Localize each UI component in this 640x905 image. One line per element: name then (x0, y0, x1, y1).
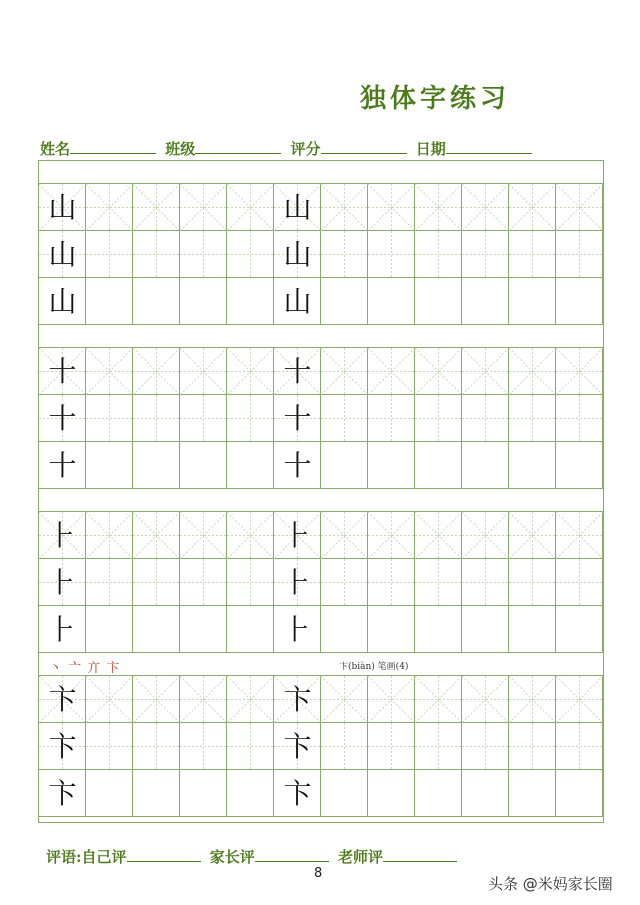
model-character: 十 (48, 449, 77, 482)
model-character-cell (39, 278, 86, 325)
practice-cell[interactable] (321, 606, 368, 653)
section-header-band (39, 653, 603, 676)
practice-row (39, 231, 603, 278)
guide-lines (86, 676, 133, 723)
practice-cell[interactable] (86, 606, 133, 653)
guide-lines (180, 348, 227, 395)
practice-cell[interactable] (368, 723, 415, 770)
guide-lines (509, 231, 556, 278)
watermark: 头条 @米妈家长圈 (488, 875, 613, 893)
practice-cell[interactable] (509, 770, 556, 817)
practice-cell[interactable] (86, 559, 133, 606)
practice-cell[interactable] (133, 723, 180, 770)
practice-cell[interactable] (180, 512, 227, 559)
guide-lines (133, 676, 180, 723)
practice-row (39, 184, 603, 231)
practice-cell[interactable] (180, 442, 227, 489)
practice-cell[interactable] (180, 278, 227, 325)
guide-lines (368, 231, 415, 278)
guide-lines (321, 512, 368, 559)
parent-evaluation-label: 家长评 (209, 848, 255, 866)
practice-cell[interactable] (462, 606, 509, 653)
practice-cell[interactable] (462, 442, 509, 489)
guide-lines (227, 723, 274, 770)
evaluation-row (46, 846, 606, 867)
practice-cell[interactable] (509, 512, 556, 559)
practice-cell[interactable] (133, 348, 180, 395)
model-character-cell (39, 442, 86, 489)
practice-cell[interactable] (86, 278, 133, 325)
guide-lines (462, 559, 509, 606)
practice-cell[interactable] (180, 723, 227, 770)
practice-cell[interactable] (133, 559, 180, 606)
guide-lines (321, 723, 368, 770)
practice-cell[interactable] (509, 606, 556, 653)
model-character-cell (39, 770, 86, 817)
practice-row (39, 559, 603, 606)
practice-cell[interactable] (556, 770, 603, 817)
section-header-band (39, 325, 603, 348)
teacher-evaluation-label: 老师评 (338, 848, 384, 866)
guide-lines (180, 723, 227, 770)
practice-cell[interactable] (227, 723, 274, 770)
practice-cell[interactable] (368, 278, 415, 325)
practice-cell[interactable] (509, 723, 556, 770)
model-character: 卞 (48, 683, 77, 716)
guide-lines (133, 231, 180, 278)
practice-cell[interactable] (556, 184, 603, 231)
model-character-cell (39, 512, 86, 559)
practice-cell[interactable] (133, 442, 180, 489)
practice-cell[interactable] (180, 559, 227, 606)
guide-lines (509, 512, 556, 559)
model-character: 十 (283, 402, 312, 435)
model-character: 卞 (48, 777, 77, 810)
guide-lines (415, 395, 462, 442)
practice-cell[interactable] (180, 231, 227, 278)
guide-lines (556, 559, 603, 606)
guide-lines (321, 348, 368, 395)
model-character: ⺊ (48, 613, 77, 646)
guide-lines (321, 676, 368, 723)
practice-cell[interactable] (227, 278, 274, 325)
stroke-order-sequence: 丶 亠 亣 卞 (49, 661, 121, 676)
guide-lines (86, 231, 133, 278)
practice-cell[interactable] (86, 442, 133, 489)
practice-cell[interactable] (180, 184, 227, 231)
self-evaluation-label: 评语:自己评 (46, 848, 127, 866)
guide-lines (556, 231, 603, 278)
practice-row (39, 278, 603, 325)
practice-cell[interactable] (415, 770, 462, 817)
practice-cell[interactable] (509, 348, 556, 395)
practice-cell[interactable] (556, 512, 603, 559)
practice-cell[interactable] (462, 559, 509, 606)
model-character-cell (39, 606, 86, 653)
practice-cell[interactable] (180, 606, 227, 653)
practice-cell[interactable] (133, 512, 180, 559)
practice-cell[interactable] (462, 512, 509, 559)
guide-lines (509, 676, 556, 723)
date-field[interactable] (446, 140, 532, 154)
guide-lines (415, 676, 462, 723)
model-character-cell (39, 395, 86, 442)
guide-lines (321, 559, 368, 606)
guide-lines (368, 184, 415, 231)
model-character-cell (39, 348, 86, 395)
model-character-cell (274, 770, 321, 817)
practice-cell[interactable] (321, 278, 368, 325)
practice-grid (38, 160, 604, 823)
practice-cell[interactable] (227, 231, 274, 278)
model-character-cell (274, 395, 321, 442)
practice-cell[interactable] (368, 559, 415, 606)
parent-evaluation-field[interactable] (255, 848, 329, 862)
guide-lines (556, 512, 603, 559)
guide-lines (180, 559, 227, 606)
practice-cell[interactable] (509, 184, 556, 231)
guide-lines (86, 184, 133, 231)
practice-cell[interactable] (86, 512, 133, 559)
practice-cell[interactable] (368, 606, 415, 653)
name-label: 姓名 (40, 140, 71, 158)
practice-cell[interactable] (321, 184, 368, 231)
guide-lines (368, 512, 415, 559)
model-character-cell (274, 442, 321, 489)
practice-cell[interactable] (180, 348, 227, 395)
practice-cell[interactable] (368, 348, 415, 395)
practice-cell[interactable] (368, 184, 415, 231)
practice-cell[interactable] (415, 442, 462, 489)
practice-cell[interactable] (462, 770, 509, 817)
practice-row (39, 723, 603, 770)
guide-lines (86, 559, 133, 606)
model-character: ⺊ (283, 566, 312, 599)
practice-cell[interactable] (368, 770, 415, 817)
practice-cell[interactable] (368, 395, 415, 442)
guide-lines (368, 395, 415, 442)
guide-lines (415, 231, 462, 278)
guide-lines (180, 395, 227, 442)
practice-cell[interactable] (462, 278, 509, 325)
model-character: ⺊ (283, 613, 312, 646)
practice-cell[interactable] (321, 723, 368, 770)
practice-cell[interactable] (509, 442, 556, 489)
section-header-band (39, 161, 603, 184)
model-character: ⺊ (283, 519, 312, 552)
practice-row (39, 395, 603, 442)
guide-lines (133, 184, 180, 231)
practice-cell[interactable] (368, 231, 415, 278)
practice-cell[interactable] (86, 395, 133, 442)
practice-cell[interactable] (415, 231, 462, 278)
practice-cell[interactable] (415, 278, 462, 325)
model-character-cell (39, 231, 86, 278)
model-character: 山 (283, 285, 312, 318)
guide-lines (509, 348, 556, 395)
guide-lines (415, 348, 462, 395)
guide-lines (556, 348, 603, 395)
model-character-cell (274, 676, 321, 723)
guide-lines (180, 231, 227, 278)
practice-cell[interactable] (556, 278, 603, 325)
practice-cell[interactable] (556, 348, 603, 395)
practice-cell[interactable] (227, 676, 274, 723)
guide-lines (133, 559, 180, 606)
guide-lines (509, 559, 556, 606)
practice-cell[interactable] (321, 348, 368, 395)
guide-lines (509, 395, 556, 442)
practice-cell[interactable] (321, 395, 368, 442)
guide-lines (227, 512, 274, 559)
guide-lines (180, 512, 227, 559)
practice-cell[interactable] (133, 770, 180, 817)
practice-cell[interactable] (321, 676, 368, 723)
model-character: 卞 (283, 730, 312, 763)
practice-cell[interactable] (415, 512, 462, 559)
practice-cell[interactable] (556, 559, 603, 606)
practice-cell[interactable] (227, 559, 274, 606)
practice-row (39, 442, 603, 489)
practice-cell[interactable] (133, 395, 180, 442)
practice-cell[interactable] (368, 512, 415, 559)
practice-cell[interactable] (556, 442, 603, 489)
guide-lines (462, 184, 509, 231)
practice-cell[interactable] (368, 442, 415, 489)
model-character: 山 (48, 191, 77, 224)
model-character: 山 (48, 285, 77, 318)
model-character-cell (274, 723, 321, 770)
guide-lines (180, 676, 227, 723)
practice-row (39, 512, 603, 559)
date-label: 日期 (415, 140, 446, 158)
model-character-cell (39, 723, 86, 770)
guide-lines (86, 348, 133, 395)
guide-lines (133, 395, 180, 442)
practice-cell[interactable] (133, 278, 180, 325)
class-field[interactable] (195, 140, 281, 154)
practice-cell[interactable] (462, 395, 509, 442)
model-character: 卞 (283, 777, 312, 810)
guide-lines (462, 395, 509, 442)
guide-lines (227, 231, 274, 278)
guide-lines (415, 512, 462, 559)
practice-cell[interactable] (227, 512, 274, 559)
model-character-cell (39, 676, 86, 723)
practice-cell[interactable] (509, 395, 556, 442)
guide-lines (462, 676, 509, 723)
section-header-band (39, 489, 603, 512)
guide-lines (227, 395, 274, 442)
guide-lines (180, 184, 227, 231)
practice-cell[interactable] (556, 676, 603, 723)
practice-cell[interactable] (415, 348, 462, 395)
guide-lines (462, 723, 509, 770)
model-character-cell (274, 184, 321, 231)
practice-cell[interactable] (415, 723, 462, 770)
practice-cell[interactable] (556, 231, 603, 278)
guide-lines (86, 395, 133, 442)
practice-cell[interactable] (86, 184, 133, 231)
model-character: 卞 (48, 730, 77, 763)
guide-lines (509, 723, 556, 770)
teacher-evaluation-field[interactable] (383, 848, 457, 862)
practice-cell[interactable] (509, 278, 556, 325)
practice-cell[interactable] (321, 559, 368, 606)
practice-cell[interactable] (462, 231, 509, 278)
practice-cell[interactable] (462, 348, 509, 395)
score-label: 评分 (290, 140, 321, 158)
guide-lines (321, 231, 368, 278)
guide-lines (415, 184, 462, 231)
guide-lines (556, 676, 603, 723)
guide-lines (368, 559, 415, 606)
model-character: 十 (283, 355, 312, 388)
practice-cell[interactable] (133, 184, 180, 231)
model-character: 山 (48, 238, 77, 271)
practice-cell[interactable] (321, 231, 368, 278)
model-character: 十 (48, 355, 77, 388)
guide-lines (415, 559, 462, 606)
guide-lines (321, 395, 368, 442)
practice-cell[interactable] (180, 395, 227, 442)
practice-row (39, 606, 603, 653)
practice-cell[interactable] (180, 770, 227, 817)
model-character-cell (274, 559, 321, 606)
practice-row (39, 676, 603, 723)
model-character-cell (39, 184, 86, 231)
guide-lines (368, 676, 415, 723)
practice-cell[interactable] (321, 770, 368, 817)
practice-cell[interactable] (321, 442, 368, 489)
practice-cell[interactable] (509, 676, 556, 723)
practice-cell[interactable] (86, 348, 133, 395)
practice-cell[interactable] (462, 676, 509, 723)
practice-cell[interactable] (227, 442, 274, 489)
model-character: 卞 (283, 683, 312, 716)
practice-cell[interactable] (227, 348, 274, 395)
guide-lines (133, 348, 180, 395)
practice-cell[interactable] (556, 723, 603, 770)
guide-lines (462, 348, 509, 395)
guide-lines (556, 184, 603, 231)
guide-lines (227, 184, 274, 231)
practice-row (39, 348, 603, 395)
guide-lines (368, 723, 415, 770)
practice-cell[interactable] (133, 606, 180, 653)
model-character: ⺊ (48, 519, 77, 552)
practice-cell[interactable] (86, 770, 133, 817)
guide-lines (86, 723, 133, 770)
practice-cell[interactable] (227, 770, 274, 817)
guide-lines (227, 676, 274, 723)
practice-cell[interactable] (556, 606, 603, 653)
guide-lines (556, 395, 603, 442)
practice-cell[interactable] (415, 559, 462, 606)
practice-cell[interactable] (415, 606, 462, 653)
practice-cell[interactable] (556, 395, 603, 442)
practice-cell[interactable] (509, 231, 556, 278)
guide-lines (462, 231, 509, 278)
model-character-cell (274, 231, 321, 278)
name-field[interactable] (70, 140, 156, 154)
guide-lines (556, 723, 603, 770)
practice-cell[interactable] (86, 231, 133, 278)
guide-lines (86, 512, 133, 559)
guide-lines (509, 184, 556, 231)
model-character: 山 (283, 238, 312, 271)
practice-cell[interactable] (133, 676, 180, 723)
practice-cell[interactable] (462, 723, 509, 770)
practice-cell[interactable] (227, 606, 274, 653)
student-info-row (40, 138, 600, 159)
model-character: 十 (283, 449, 312, 482)
stroke-count-info: 卞(biàn) 笔画(4) (339, 662, 409, 672)
model-character-cell (39, 559, 86, 606)
model-character: ⺊ (48, 566, 77, 599)
practice-cell[interactable] (415, 395, 462, 442)
page-title: 独体字练习 (360, 84, 511, 114)
practice-cell[interactable] (368, 676, 415, 723)
model-character-cell (274, 348, 321, 395)
guide-lines (368, 348, 415, 395)
model-character-cell (274, 512, 321, 559)
model-character-cell (274, 606, 321, 653)
practice-cell[interactable] (321, 512, 368, 559)
guide-lines (321, 184, 368, 231)
page-number: 8 (314, 866, 323, 881)
practice-row (39, 770, 603, 817)
practice-cell[interactable] (227, 184, 274, 231)
guide-lines (133, 723, 180, 770)
guide-lines (415, 723, 462, 770)
guide-lines (227, 348, 274, 395)
guide-lines (227, 559, 274, 606)
practice-cell[interactable] (509, 559, 556, 606)
practice-cell[interactable] (462, 184, 509, 231)
practice-cell[interactable] (227, 395, 274, 442)
guide-lines (133, 512, 180, 559)
model-character: 十 (48, 402, 77, 435)
model-character-cell (274, 278, 321, 325)
self-evaluation-field[interactable] (127, 848, 201, 862)
practice-cell[interactable] (415, 676, 462, 723)
guide-lines (462, 512, 509, 559)
practice-cell[interactable] (415, 184, 462, 231)
practice-cell[interactable] (86, 676, 133, 723)
practice-cell[interactable] (133, 231, 180, 278)
class-label: 班级 (165, 140, 196, 158)
practice-cell[interactable] (180, 676, 227, 723)
model-character: 山 (283, 191, 312, 224)
score-field[interactable] (321, 140, 407, 154)
practice-cell[interactable] (86, 723, 133, 770)
